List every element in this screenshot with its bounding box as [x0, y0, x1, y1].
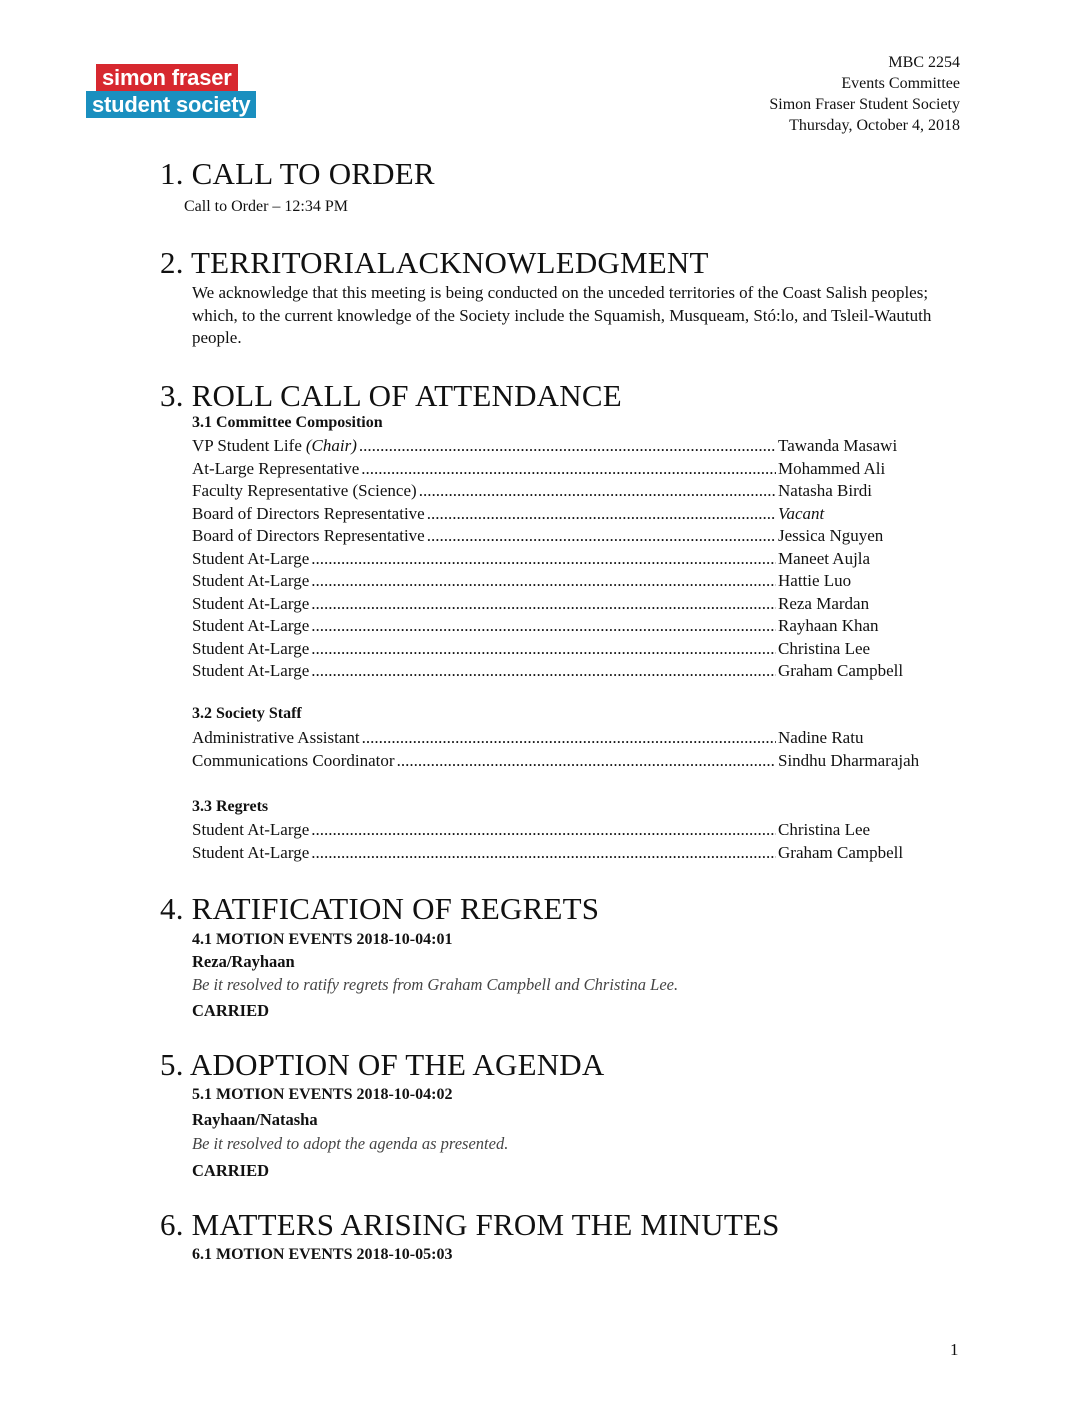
roster-name: Sindhu Dharmarajah [778, 750, 920, 770]
roster-name: Rayhaan Khan [778, 616, 879, 635]
motion-4-1-result: CARRIED [192, 1001, 270, 1020]
leader-dots [311, 660, 776, 683]
roster-row [192, 435, 954, 458]
roster-role-note: (Chair) [305, 436, 357, 455]
roster-role: Communications Coordinator [192, 750, 395, 770]
leader-dots [359, 435, 776, 458]
logo-line-1: simon fraser [96, 64, 238, 91]
roster-row [192, 593, 954, 616]
regrets-heading: 3.3 Regrets [192, 798, 269, 815]
roster-row [192, 819, 954, 842]
roster-row [192, 660, 954, 683]
roster-role: Board of Directors Representative [192, 526, 425, 545]
roster-role: At-Large Representative [192, 458, 360, 478]
call-to-order-time: Call to Order – 12:34 PM [184, 198, 348, 215]
roster-role: VP Student Life [192, 436, 302, 455]
leader-dots [311, 842, 776, 865]
roster-row [192, 842, 954, 865]
leader-dots [311, 638, 776, 661]
leader-dots [397, 750, 776, 773]
leader-dots [427, 525, 776, 548]
roster-row [192, 750, 954, 773]
roster-role: Board of Directors Representative [192, 503, 425, 523]
roster-row [192, 727, 954, 750]
section-1-title: 1. CALL TO ORDER [160, 156, 435, 191]
leader-dots [311, 548, 776, 571]
motion-4-1-heading: 4.1 MOTION EVENTS 2018-10-04:01 [192, 931, 453, 948]
roster-role: Student At-Large [192, 616, 310, 635]
leader-dots [311, 615, 776, 638]
roster-role: Student At-Large [192, 661, 310, 680]
roster-row [192, 570, 954, 593]
leader-dots [362, 727, 776, 750]
section-2-title: 2. TERRITORIALACKNOWLEDGMENT [160, 245, 709, 280]
leader-dots [419, 480, 776, 503]
motion-4-1-movers: Reza/Rayhaan [192, 952, 295, 971]
meeting-header [769, 52, 960, 136]
roster-name: Reza Mardan [778, 593, 870, 613]
roster-name: Nadine Ratu [778, 728, 864, 747]
society-staff-list [192, 727, 954, 772]
roster-name: Vacant [778, 503, 825, 523]
committee-name: Events Committee [841, 75, 960, 92]
roster-name: Hattie Luo [778, 571, 852, 590]
committee-composition-list [192, 435, 954, 683]
roster-row [192, 638, 954, 661]
motion-5-1-resolution: Be it resolved to adopt the agenda as presented. [192, 1134, 509, 1153]
roster-name: Maneet Aujla [778, 548, 871, 568]
section-4-title: 4. RATIFICATION OF REGRETS [160, 891, 600, 926]
committee-composition-heading: 3.1 Committee Composition [192, 414, 383, 431]
meeting-room: MBC 2254 [888, 54, 960, 71]
roster-name: Jessica Nguyen [778, 526, 884, 545]
section-3-title: 3. ROLL CALL OF ATTENDANCE [160, 378, 622, 413]
roster-name: Mohammed Ali [778, 458, 886, 478]
roster-name: Natasha Birdi [778, 481, 872, 500]
society-logo [86, 64, 266, 118]
roster-role: Faculty Representative (Science) [192, 481, 417, 500]
roster-name: Christina Lee [778, 638, 871, 658]
section-6-title: 6. MATTERS ARISING FROM THE MINUTES [160, 1207, 780, 1242]
roster-role: Student At-Large [192, 548, 310, 568]
roster-row [192, 503, 954, 526]
motion-6-1-heading: 6.1 MOTION EVENTS 2018-10-05:03 [192, 1246, 453, 1263]
organization-name: Simon Fraser Student Society [769, 96, 960, 113]
roster-name: Christina Lee [778, 820, 871, 839]
roster-row [192, 615, 954, 638]
leader-dots [311, 593, 776, 616]
leader-dots [427, 503, 776, 526]
motion-4-1-resolution: Be it resolved to ratify regrets from Graham Campbell and Christina Lee. [192, 975, 679, 994]
roster-role: Student At-Large [192, 593, 310, 613]
roster-row [192, 548, 954, 571]
leader-dots [311, 819, 776, 842]
roster-role: Student At-Large [192, 842, 310, 862]
territorial-acknowledgment-text: We acknowledge that this meeting is being conducted on the unceded territories of the Coast Salish peoples; which, to the current knowledge of the Society include the Squamish, Musqueam, Stó:lo, and Tsleil-Waututh people. [192, 283, 932, 347]
roster-role: Administrative Assistant [192, 728, 360, 747]
motion-5-1-heading: 5.1 MOTION EVENTS 2018-10-04:02 [192, 1086, 453, 1103]
roster-name: Graham Campbell [778, 842, 904, 862]
roster-role: Student At-Large [192, 820, 310, 839]
motion-5-1-result: CARRIED [192, 1161, 270, 1180]
roster-row [192, 458, 954, 481]
roster-row [192, 525, 954, 548]
regrets-list [192, 819, 954, 864]
leader-dots [361, 458, 776, 481]
motion-5-1-movers: Rayhaan/Natasha [192, 1110, 318, 1129]
page-number: 1 [950, 1340, 959, 1359]
roster-row [192, 480, 954, 503]
leader-dots [311, 570, 776, 593]
roster-role: Student At-Large [192, 638, 310, 658]
section-5-title: 5. ADOPTION OF THE AGENDA [160, 1047, 605, 1082]
roster-role: Student At-Large [192, 571, 310, 590]
meeting-date: Thursday, October 4, 2018 [789, 117, 960, 134]
roster-name: Tawanda Masawi [778, 436, 898, 455]
logo-line-2: student society [86, 91, 256, 118]
society-staff-heading: 3.2 Society Staff [192, 705, 302, 722]
roster-name: Graham Campbell [778, 661, 904, 680]
